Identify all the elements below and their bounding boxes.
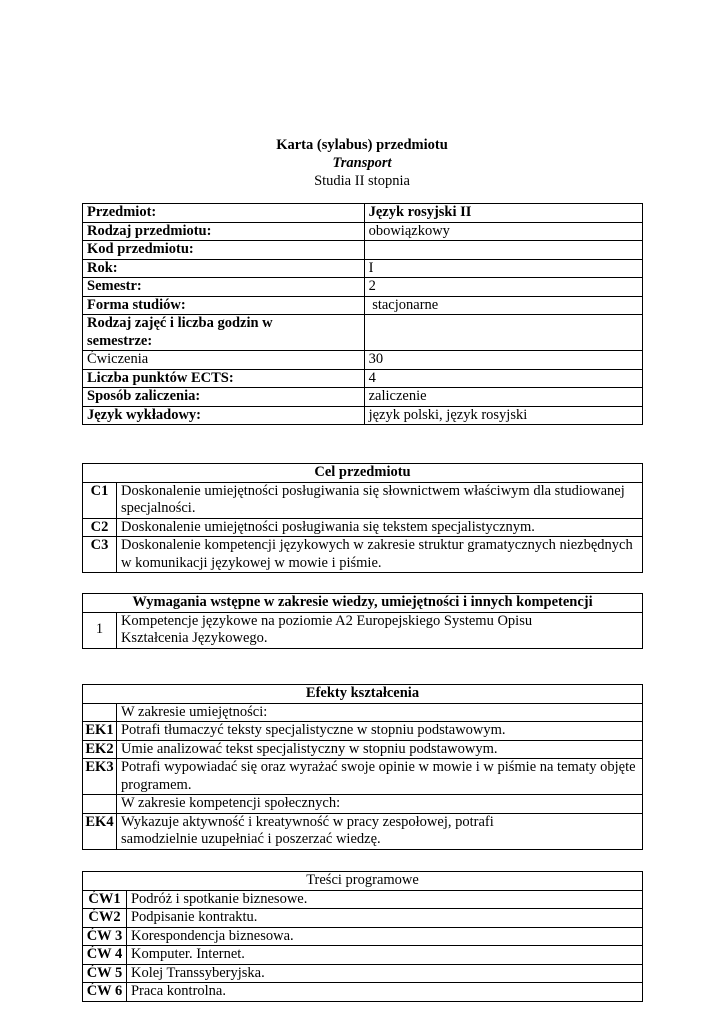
- info-value: zaliczenie: [364, 388, 642, 407]
- outcomes-heading: Efekty kształcenia: [83, 685, 643, 704]
- outcome-code: EK3: [83, 759, 117, 795]
- table-row: [83, 722, 643, 741]
- table-row: [83, 315, 643, 351]
- table-row: [83, 703, 643, 722]
- outcome-code: [83, 703, 117, 722]
- table-header-row: [83, 594, 643, 613]
- prerequisites-heading: Wymagania wstępne w zakresie wiedzy, umiejętności i innych kompetencji: [83, 594, 643, 613]
- table-header-row: [83, 685, 643, 704]
- document-header: [0, 136, 724, 190]
- learning-outcomes-table: [82, 684, 643, 850]
- field-of-study: Transport: [332, 155, 392, 171]
- program-content-heading: Treści programowe: [83, 872, 643, 891]
- exercise-code: ĆW 6: [83, 983, 127, 1002]
- outcome-code: EK4: [83, 813, 117, 849]
- objective-code: C2: [83, 518, 117, 537]
- info-label: Ćwiczenia: [83, 351, 365, 370]
- table-row: [83, 537, 643, 573]
- objectives-heading: Cel przedmiotu: [83, 464, 643, 483]
- objective-text: Doskonalenie umiejętności posługiwania się słownictwem właściwym dla studiowanej specjalności.: [116, 482, 642, 518]
- info-value: 30: [364, 351, 642, 370]
- table-row: [83, 518, 643, 537]
- exercise-code: ĆW 5: [83, 964, 127, 983]
- table-row: [83, 909, 643, 928]
- table-row: [83, 296, 643, 315]
- table-row: [83, 369, 643, 388]
- info-value: Język rosyjski II: [364, 204, 642, 223]
- info-value: język polski, język rosyjski: [364, 406, 642, 425]
- exercise-code: ĆW 4: [83, 946, 127, 965]
- info-label: Liczba punktów ECTS:: [83, 369, 365, 388]
- exercise-topic: Korespondencja biznesowa.: [126, 927, 642, 946]
- objective-text: Doskonalenie kompetencji językowych w zakresie struktur gramatycznych niezbędnych w komunikacji językowej w mowie i piśmie.: [116, 537, 642, 573]
- exercise-topic: Komputer. Internet.: [126, 946, 642, 965]
- program-content-table: [82, 871, 643, 1002]
- prerequisite-number: 1: [83, 612, 117, 648]
- info-label: Rok:: [83, 259, 365, 278]
- info-label: Przedmiot:: [83, 204, 365, 223]
- table-row: [83, 813, 643, 849]
- info-label: Forma studiów:: [83, 296, 365, 315]
- objective-code: C3: [83, 537, 117, 573]
- table-row: [83, 388, 643, 407]
- document-title: Karta (sylabus) przedmiotu: [276, 137, 448, 153]
- table-row: [83, 740, 643, 759]
- table-row: [83, 259, 643, 278]
- table-row: [83, 351, 643, 370]
- table-row: [83, 278, 643, 297]
- table-row: [83, 890, 643, 909]
- table-row: [83, 964, 643, 983]
- info-value: 2: [364, 278, 642, 297]
- outcome-text: Wykazuje aktywność i kreatywność w pracy zespołowej, potrafi samodzielnie uzupełniać i poszerzać wiedzę.: [116, 813, 642, 849]
- study-level: Studia II stopnia: [314, 173, 410, 189]
- table-row: [83, 759, 643, 795]
- info-label: Kod przedmiotu:: [83, 241, 365, 260]
- exercise-code: ĆW1: [83, 890, 127, 909]
- objectives-table: [82, 463, 643, 573]
- info-value: I: [364, 259, 642, 278]
- outcome-code: [83, 795, 117, 814]
- info-value: [364, 315, 642, 351]
- prerequisites-table: [82, 593, 643, 649]
- table-row: [83, 482, 643, 518]
- outcome-text: W zakresie kompetencji społecznych:: [116, 795, 642, 814]
- outcome-code: EK2: [83, 740, 117, 759]
- objective-text: Doskonalenie umiejętności posługiwania się tekstem specjalistycznym.: [116, 518, 642, 537]
- prerequisite-text: Kompetencje językowe na poziomie A2 Europejskiego Systemu Opisu Kształcenia Językowego.: [116, 612, 642, 648]
- table-header-row: [83, 464, 643, 483]
- outcome-code: EK1: [83, 722, 117, 741]
- table-row: [83, 612, 643, 648]
- info-value: stacjonarne: [364, 296, 642, 315]
- course-info-table: [82, 203, 643, 425]
- table-row: [83, 927, 643, 946]
- table-row: [83, 406, 643, 425]
- info-value: 4: [364, 369, 642, 388]
- outcome-text: Potrafi wypowiadać się oraz wyrażać swoje opinie w mowie i w piśmie na tematy objęte programem.: [116, 759, 642, 795]
- info-label: Sposób zaliczenia:: [83, 388, 365, 407]
- info-label: Semestr:: [83, 278, 365, 297]
- info-value: obowiązkowy: [364, 222, 642, 241]
- info-label: Rodzaj zajęć i liczba godzin w semestrze:: [83, 315, 365, 351]
- table-row: [83, 222, 643, 241]
- outcome-text: Umie analizować tekst specjalistyczny w stopniu podstawowym.: [116, 740, 642, 759]
- table-row: [83, 983, 643, 1002]
- info-label: Język wykładowy:: [83, 406, 365, 425]
- info-value: [364, 241, 642, 260]
- table-row: [83, 946, 643, 965]
- exercise-topic: Podpisanie kontraktu.: [126, 909, 642, 928]
- table-row: [83, 204, 643, 223]
- exercise-topic: Kolej Transsyberyjska.: [126, 964, 642, 983]
- outcome-text: W zakresie umiejętności:: [116, 703, 642, 722]
- exercise-topic: Praca kontrolna.: [126, 983, 642, 1002]
- table-row: [83, 241, 643, 260]
- exercise-code: ĆW2: [83, 909, 127, 928]
- table-row: [83, 795, 643, 814]
- table-header-row: [83, 872, 643, 891]
- exercise-topic: Podróż i spotkanie biznesowe.: [126, 890, 642, 909]
- objective-code: C1: [83, 482, 117, 518]
- info-label: Rodzaj przedmiotu:: [83, 222, 365, 241]
- exercise-code: ĆW 3: [83, 927, 127, 946]
- outcome-text: Potrafi tłumaczyć teksty specjalistyczne w stopniu podstawowym.: [116, 722, 642, 741]
